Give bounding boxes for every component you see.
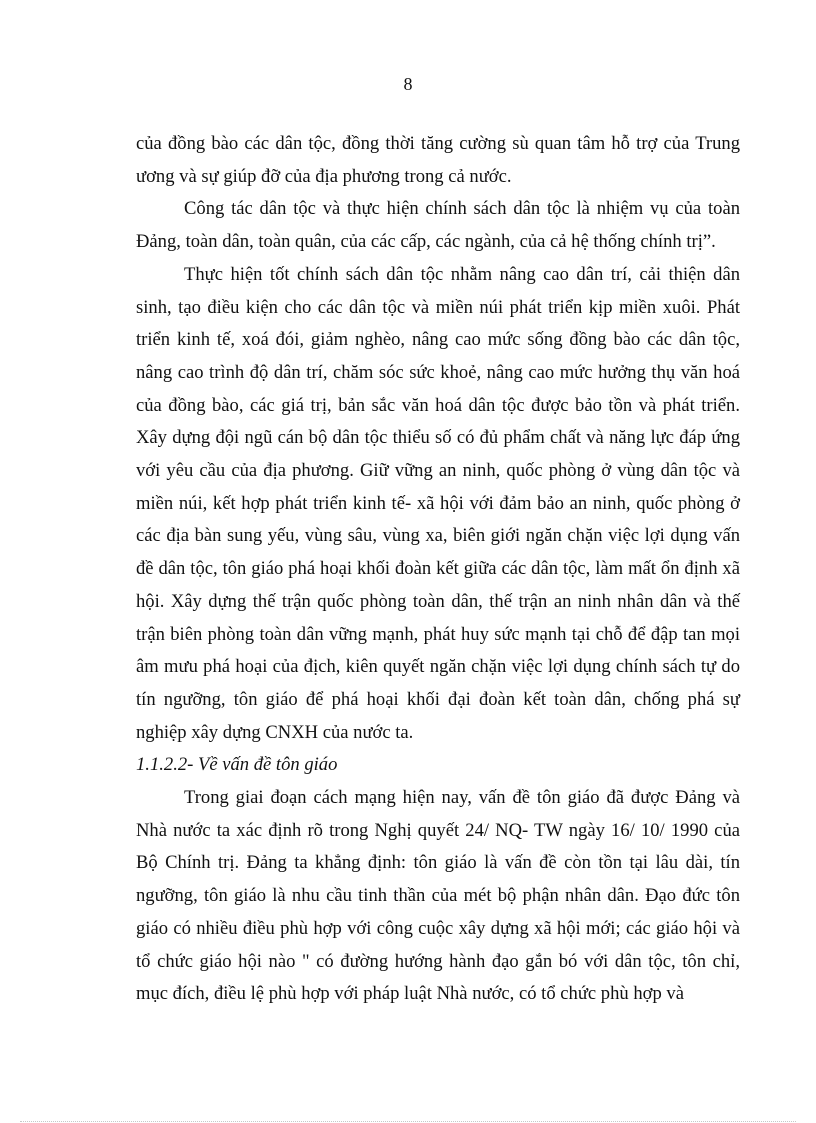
section-heading: 1.1.2.2- Về vấn đề tôn giáo	[136, 754, 338, 776]
page-bottom-rule	[20, 1121, 796, 1122]
paragraph-ethnic-work: Công tác dân tộc và thực hiện chính sách dân tộc là nhiệm vụ của toàn Đảng, toàn dân, toàn quân, của các cấp, các ngành, của cả hệ thống chính trị”.	[136, 198, 740, 253]
paragraph-continuation: của đồng bào các dân tộc, đồng thời tăng cường sù quan tâm hỗ trợ của Trung ương và sự giúp đỡ của địa phương trong cả nước.	[136, 133, 740, 187]
paragraph-ethnic-policy: Thực hiện tốt chính sách dân tộc nhằm nâng cao dân trí, cải thiện dân sinh, tạo điều kiện cho các dân tộc và miền núi phát triển kịp miền xuôi. Phát triển kinh tế, xoá đói, giảm nghèo, nâng cao mức sống đồng bào các dân tộc, nâng cao trình độ dân trí, chăm sóc sức khoẻ, nâng cao mức hưởng thụ văn hoá của đồng bào, các giá trị, bản sắc văn hoá dân tộc được bảo tồn và phát triển. Xây dựng đội ngũ cán bộ dân tộc thiểu số có đủ phẩm chất và năng lực đáp ứng với yêu cầu của địa phương. Giữ vững an ninh, quốc phòng ở vùng dân tộc và miền núi, kết hợp phát triển kinh tế- xã hội với đảm bảo an ninh, quốc phòng ở các địa bàn sung yếu, vùng sâu, vùng xa, biên giới ngăn chặn việc lợi dụng vấn đề dân tộc, tôn giáo phá hoại khối đoàn kết giữa các dân tộc, làm mất ổn định xã hội. Xây dựng thế trận quốc phòng toàn dân, thế trận an ninh nhân dân và thế trận biên phòng toàn dân vững mạnh, phát huy sức mạnh tại chỗ để đập tan mọi âm mưu phá hoại của địch, kiên quyết ngăn chặn việc lợi dụng chính sách tự do tín ngưỡng, tôn giáo để phá hoại khối đại đoàn kết toàn dân, chống phá sự nghiệp xây dựng CNXH của nước ta.	[136, 263, 740, 743]
paragraph-religion: Trong giai đoạn cách mạng hiện nay, vấn đề tôn giáo đã được Đảng và Nhà nước ta xác định rõ trong Nghị quyết 24/ NQ- TW ngày 16/ 10/ 1990 của Bộ Chính trị. Đảng ta khẳng định: tôn giáo là vấn đề còn tồn tại lâu dài, tín ngưỡng, tôn giáo là nhu cầu tinh thần của mét bộ phận nhân dân. Đạo đức tôn giáo có nhiều điều phù hợp với công cuộc xây dựng xã hội mới; các giáo hội và tổ chức giáo hội nào " có đường hướng hành đạo gắn bó với dân tộc, tôn chỉ, mục đích, điều lệ phù hợp với pháp luật Nhà nước, có tổ chức phù hợp và	[136, 787, 740, 1005]
body-text	[136, 128, 740, 1011]
page-number: 8	[403, 74, 413, 94]
